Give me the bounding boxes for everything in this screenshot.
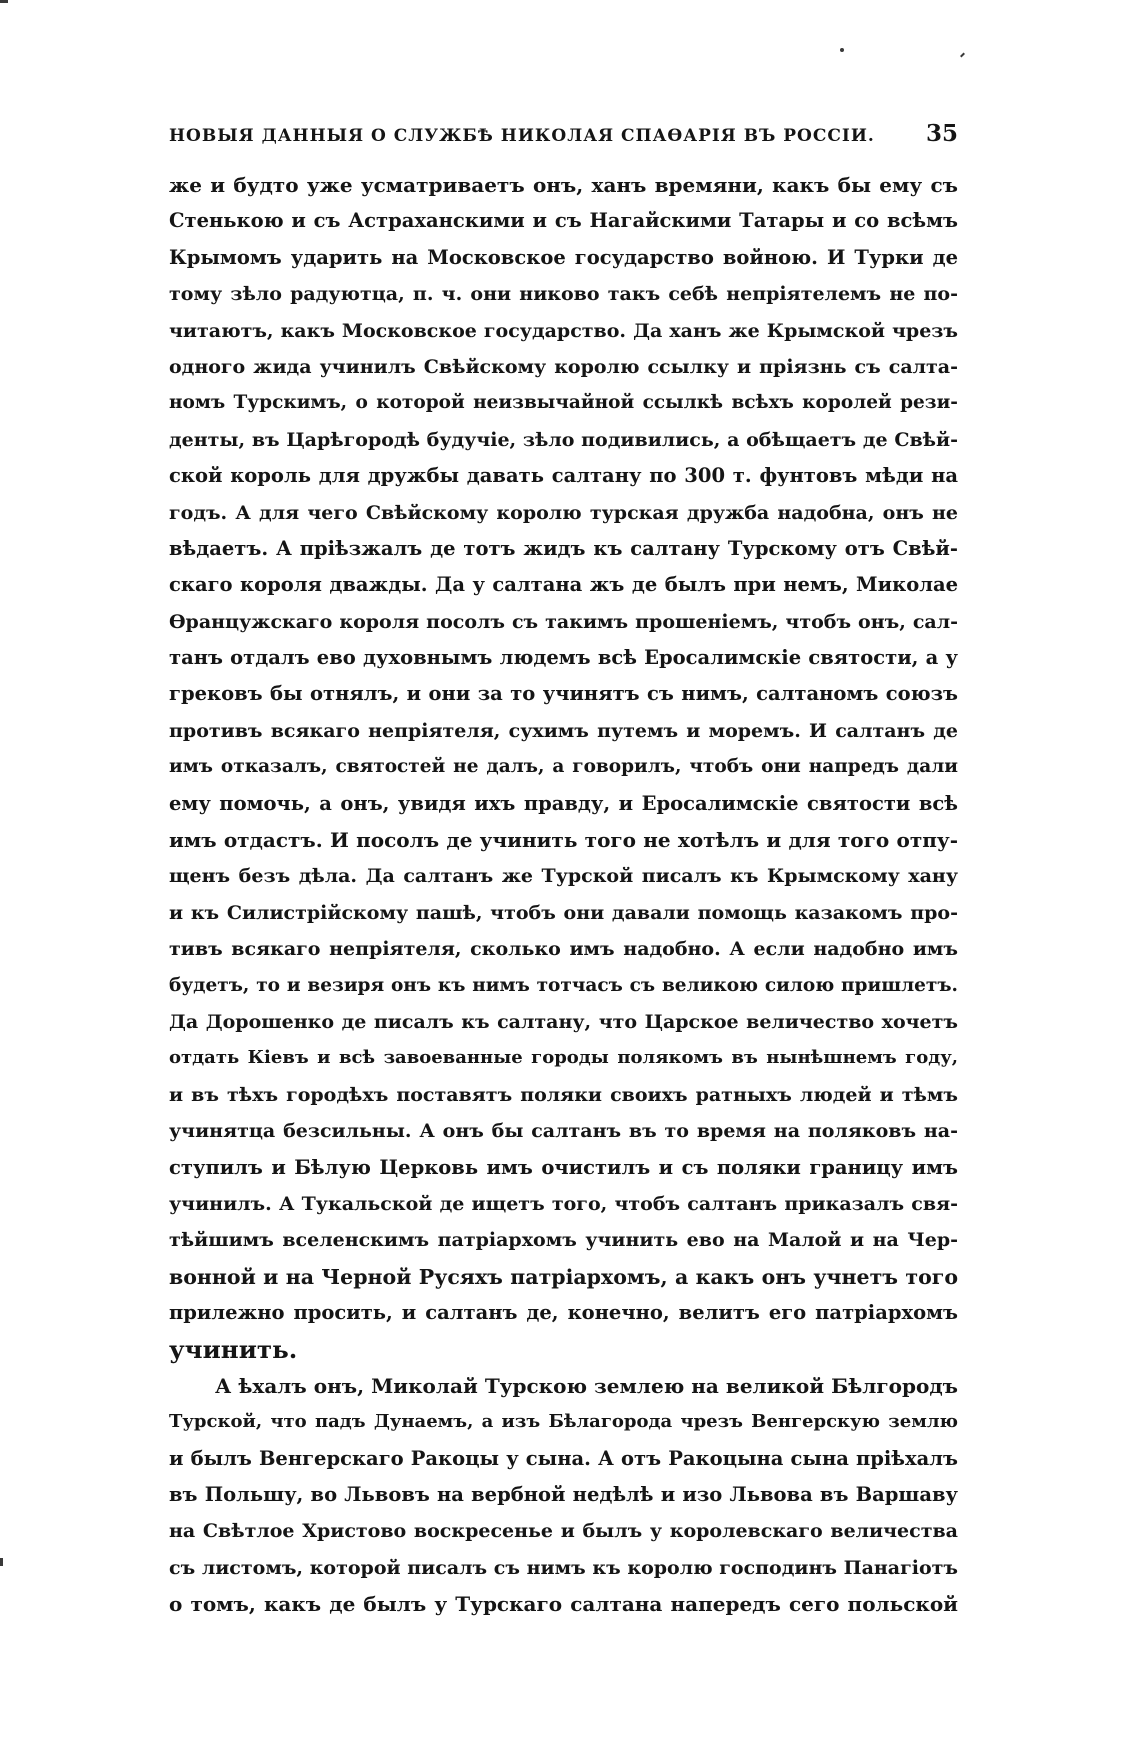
text-line: годъ. А для чего Свѣйскому королю турская дружба надобна, онъ не: [169, 501, 958, 524]
body-text: [169, 167, 958, 1623]
text-line: учинилъ. А Тукальской де ищетъ того, чтобъ салтанъ приказалъ свя-: [169, 1192, 958, 1215]
text-line: учинятца безсильны. А онъ бы салтанъ въ то время на поляковъ на-: [169, 1120, 958, 1143]
text-line: читаютъ, какъ Московское государство. Да ханъ же Крымской чрезъ: [169, 319, 958, 342]
text-line: Да Дорошенко де писалъ къ салтану, что Царское величество хочетъ: [169, 1010, 958, 1033]
text-line: и былъ Венгерскаго Ракоцы у сына. А отъ Ракоцына сына пріѣхалъ: [169, 1446, 958, 1470]
text-line: о томъ, какъ де былъ у Турскаго салтана напередъ сего польской: [169, 1592, 958, 1617]
text-line: же и будто уже усматриваетъ онъ, ханъ времяни, какъ бы ему съ: [169, 173, 958, 197]
text-line: грековъ бы отнялъ, и они за то учинятъ съ нимъ, салтаномъ союзъ: [169, 682, 958, 706]
scan-speck: [960, 53, 965, 58]
text-line: одного жида учинилъ Свѣйскому королю ссылку и пріязнь съ салта-: [169, 355, 958, 378]
scan-speck: [840, 48, 844, 52]
text-line: ступилъ и Бѣлую Церковь имъ очистилъ и съ поляки границу имъ: [169, 1155, 958, 1179]
text-line: номъ Турскимъ, о которой неизвычайной ссылкѣ всѣхъ королей рези-: [169, 392, 958, 414]
text-line: въ Польшу, во Львовъ на вербной недѣлѣ и изо Львова въ Варшаву: [169, 1483, 958, 1507]
text-line: тому зѣло радуютца, п. ч. они никово такъ себѣ непріятелемъ не по-: [169, 283, 958, 306]
text-line: отдать Кіевъ и всѣ завоеванные городы полякомъ въ нынѣшнемъ году,: [169, 1047, 958, 1069]
text-line: на Свѣтлое Христово воскресенье и былъ у королевскаго величества: [169, 1520, 958, 1543]
text-line: противъ всякаго непріятеля, сухимъ путемъ и моремъ. И салтанъ де: [169, 719, 958, 742]
text-line: Крымомъ ударить на Московское государство войною. И Турки де: [169, 245, 958, 269]
scan-mark: [0, 0, 8, 3]
text-line: ему помочь, а онъ, увидя ихъ правду, и Еросалимскіе святости всѣ: [169, 791, 958, 815]
text-line: танъ отдалъ ево духовнымъ людемъ всѣ Еросалимскіе святости, а у: [169, 646, 958, 670]
text-line: и въ тѣхъ городѣхъ поставятъ поляки своихъ ратныхъ людей и тѣмъ: [169, 1083, 958, 1106]
text-line: съ листомъ, которой писалъ съ нимъ къ королю господинъ Панагіотъ: [169, 1556, 958, 1579]
text-line: Турской, что падъ Дунаемъ, а изъ Бѣлагорода чрезъ Венгерскую землю: [169, 1411, 958, 1433]
text-line-paragraph-start: А ѣхалъ онъ, Миколай Турскою землею на великой Бѣлгородъ: [215, 1373, 958, 1398]
text-line: имъ отдастъ. И посолъ де учинить того не хотѣлъ и для того отпу-: [169, 828, 958, 853]
running-header: [169, 120, 958, 152]
text-line: прилежно просить, и салтанъ де, конечно, велитъ его патріархомъ: [169, 1301, 958, 1325]
text-line: Ѳранцужскаго короля посолъ съ такимъ прошеніемъ, чтобъ онъ, сал-: [169, 610, 958, 633]
text-line: щенъ безъ дѣла. Да салтанъ же Турской писалъ къ Крымскому хану: [169, 865, 958, 888]
text-line: Стенькою и съ Астраханскими и съ Нагайскими Татары и со всѣмъ: [169, 209, 958, 233]
text-line: имъ отказалъ, святостей не далъ, а говорилъ, чтобъ они напредъ дали: [169, 756, 958, 778]
text-line: будетъ, то и везиря онъ къ нимъ тотчасъ съ великою силою пришлетъ.: [169, 974, 958, 996]
text-line: и къ Силистрійскому пашѣ, чтобъ они давали помощь казакомъ про-: [169, 901, 958, 924]
scan-mark: [0, 1558, 3, 1566]
text-line: тивъ всякаго непріятеля, сколько имъ надобно. А если надобно имъ: [169, 938, 958, 961]
text-line: денты, въ Царѣгородѣ будучіе, зѣло подивились, а обѣщаетъ де Свѣй-: [169, 428, 958, 451]
text-line: вонной и на Черной Русяхъ патріархомъ, а какъ онъ учнетъ того: [169, 1264, 958, 1289]
text-line: тѣйшимъ вселенскимъ патріархомъ учинить ево на Малой и на Чер-: [169, 1229, 958, 1252]
text-line: вѣдаетъ. А пріѣзжалъ де тотъ жидъ къ салтану Турскому отъ Свѣй-: [169, 536, 958, 560]
running-title: НОВЫЯ ДАННЫЯ О СЛУЖБѢ НИКОЛАЯ СПАѲАРІЯ ВЪ РОССІИ.: [169, 126, 875, 146]
text-line: скаго короля дважды. Да у салтана жъ де былъ при немъ, Миколае: [169, 573, 958, 597]
text-line-paragraph-end: учинить.: [169, 1334, 298, 1364]
text-line: ской король для дружбы давать салтану по 300 т. фунтовъ мѣди на: [169, 464, 958, 488]
page-number: 35: [925, 120, 958, 147]
